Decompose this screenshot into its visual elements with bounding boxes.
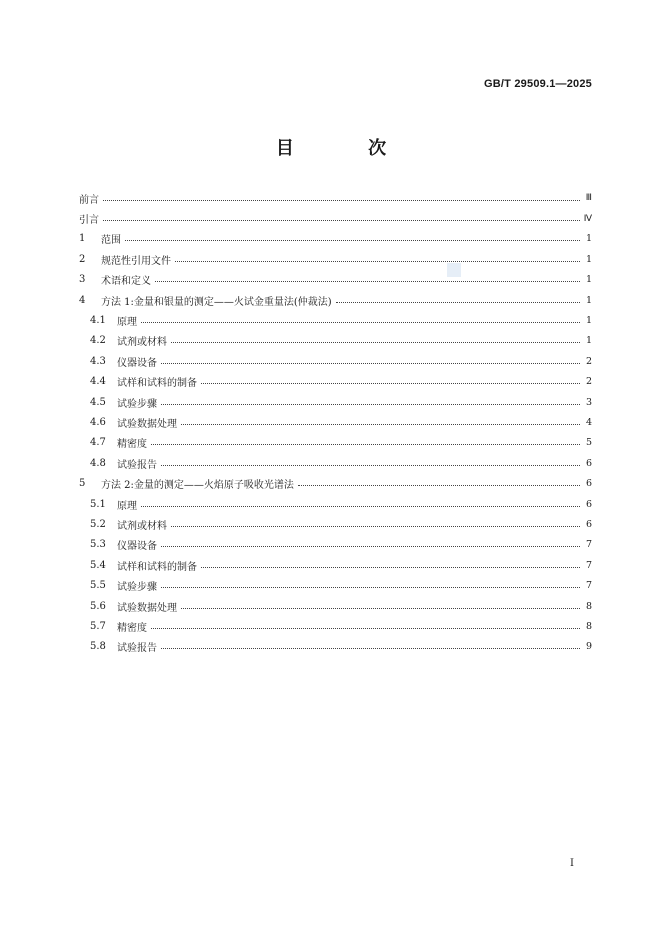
toc-entry-label: 试验数据处理 [117, 602, 177, 614]
toc-entry-page: 1 [585, 253, 592, 265]
toc-entry-label: 引言 [79, 215, 99, 227]
dot-leader [161, 363, 580, 364]
toc-entry-label: 试验步骤 [117, 582, 157, 594]
dot-leader [151, 444, 580, 445]
toc-entry-page: 7 [585, 580, 592, 592]
toc-entry-page: 6 [585, 478, 592, 490]
toc-entry[interactable] [79, 310, 592, 330]
toc-entry[interactable] [79, 331, 592, 351]
toc-entry-number: 2 [79, 253, 86, 265]
dot-leader [125, 240, 580, 241]
page-title: 目 次 [275, 138, 421, 159]
toc-entry[interactable] [79, 473, 592, 493]
toc-entry-label: 规范性引用文件 [101, 255, 171, 267]
toc-entry-page: 1 [585, 233, 592, 245]
toc-entry[interactable] [79, 290, 592, 310]
toc-entry-label: 方法 1:金量和银量的测定——火试金重量法(仲裁法) [101, 296, 332, 308]
toc-entry-label: 仪器设备 [117, 541, 157, 553]
toc-entry-number: 4.6 [90, 416, 106, 428]
toc-entry-label: 试验步骤 [117, 398, 157, 410]
toc-entry-page: 8 [585, 620, 592, 632]
toc-entry[interactable] [79, 351, 592, 371]
dot-leader [171, 526, 580, 527]
toc-entry[interactable] [79, 188, 592, 208]
toc-entry-page: 1 [585, 274, 592, 286]
dot-leader [161, 587, 580, 588]
toc-entry-page: 7 [585, 559, 592, 571]
dot-leader [161, 465, 580, 466]
toc-entry-page: 7 [585, 539, 592, 551]
toc-entry-page: 5 [585, 437, 592, 449]
toc-entry-number: 4.7 [90, 437, 106, 449]
toc-entry-number: 4.2 [90, 335, 106, 347]
toc-entry-number: 4 [79, 294, 86, 306]
dot-leader [141, 322, 580, 323]
dot-leader [103, 220, 580, 221]
toc-entry-page: 2 [585, 355, 592, 367]
toc-entry-page: 6 [585, 457, 592, 469]
page-folio: Ⅰ [570, 858, 574, 869]
toc-entry-number: 4.5 [90, 396, 106, 408]
toc-entry-label: 试剂或材料 [117, 520, 167, 532]
toc-entry-label: 试验报告 [117, 643, 157, 655]
toc-entry-label: 试样和试料的制备 [117, 378, 197, 390]
toc-entry-label: 试剂或材料 [117, 337, 167, 349]
toc-entry-page: Ⅲ [585, 193, 592, 204]
standard-code: GB/T 29509.1—2025 [484, 78, 592, 90]
toc-entry[interactable] [79, 270, 592, 290]
dot-leader [141, 506, 580, 507]
toc-entry-page: 1 [585, 294, 592, 306]
toc-entry-page: 4 [585, 416, 592, 428]
toc-entry[interactable] [79, 637, 592, 657]
dot-leader [171, 342, 580, 343]
toc-entry[interactable] [79, 616, 592, 636]
toc-entry-page: 9 [585, 641, 592, 653]
toc-entry-number: 5.1 [90, 498, 106, 510]
toc-entry-label: 试验数据处理 [117, 418, 177, 430]
toc-entry[interactable] [79, 596, 592, 616]
toc-entry-label: 试样和试料的制备 [117, 561, 197, 573]
toc-entry[interactable] [79, 372, 592, 392]
toc-entry[interactable] [79, 575, 592, 595]
toc-entry-page: 1 [585, 335, 592, 347]
dot-leader [103, 200, 580, 201]
toc-entry-number: 4.1 [90, 315, 106, 327]
toc-entry-label: 范围 [101, 235, 121, 247]
toc-entry[interactable] [79, 249, 592, 269]
table-of-contents [79, 188, 592, 657]
toc-entry-page: 3 [585, 396, 592, 408]
toc-entry[interactable] [79, 514, 592, 534]
toc-entry[interactable] [79, 208, 592, 228]
toc-entry-label: 原理 [117, 500, 137, 512]
dot-leader [181, 424, 580, 425]
toc-entry[interactable] [79, 555, 592, 575]
dot-leader [161, 546, 580, 547]
toc-entry-label: 前言 [79, 194, 99, 206]
toc-entry[interactable] [79, 535, 592, 555]
toc-entry[interactable] [79, 229, 592, 249]
toc-entry-number: 4.8 [90, 457, 106, 469]
toc-entry-label: 精密度 [117, 439, 147, 451]
toc-entry-number: 5.8 [90, 641, 106, 653]
toc-entry-label: 方法 2:金量的测定——火焰原子吸收光谱法 [101, 480, 294, 492]
toc-entry-page: 6 [585, 498, 592, 510]
toc-entry-number: 5 [79, 478, 86, 490]
toc-entry-number: 5.2 [90, 518, 106, 530]
dot-leader [161, 648, 580, 649]
dot-leader [175, 261, 580, 262]
dot-leader [155, 281, 580, 282]
toc-entry-number: 5.4 [90, 559, 106, 571]
toc-entry-label: 仪器设备 [117, 357, 157, 369]
toc-entry-number: 5.6 [90, 600, 106, 612]
toc-entry[interactable] [79, 494, 592, 514]
toc-entry[interactable] [79, 453, 592, 473]
toc-entry-number: 5.7 [90, 620, 106, 632]
toc-entry[interactable] [79, 412, 592, 432]
dot-leader [201, 567, 580, 568]
dot-leader [161, 404, 580, 405]
toc-entry-page: Ⅳ [583, 213, 592, 224]
dot-leader [298, 485, 580, 486]
toc-entry-number: 4.3 [90, 355, 106, 367]
dot-leader [181, 608, 580, 609]
dot-leader [201, 383, 580, 384]
toc-entry[interactable] [79, 433, 592, 453]
toc-entry-page: 1 [585, 315, 592, 327]
toc-entry-page: 8 [585, 600, 592, 612]
toc-entry-label: 试验报告 [117, 459, 157, 471]
dot-leader [336, 302, 580, 303]
toc-entry-page: 6 [585, 518, 592, 530]
toc-entry-number: 4.4 [90, 376, 106, 388]
toc-entry-label: 原理 [117, 317, 137, 329]
dot-leader [151, 628, 580, 629]
toc-entry-number: 5.3 [90, 539, 106, 551]
toc-entry-number: 1 [79, 233, 86, 245]
toc-entry-label: 精密度 [117, 622, 147, 634]
toc-entry-number: 5.5 [90, 580, 106, 592]
toc-entry[interactable] [79, 392, 592, 412]
toc-entry-page: 2 [585, 376, 592, 388]
toc-entry-label: 术语和定义 [101, 276, 151, 288]
toc-entry-number: 3 [79, 274, 86, 286]
